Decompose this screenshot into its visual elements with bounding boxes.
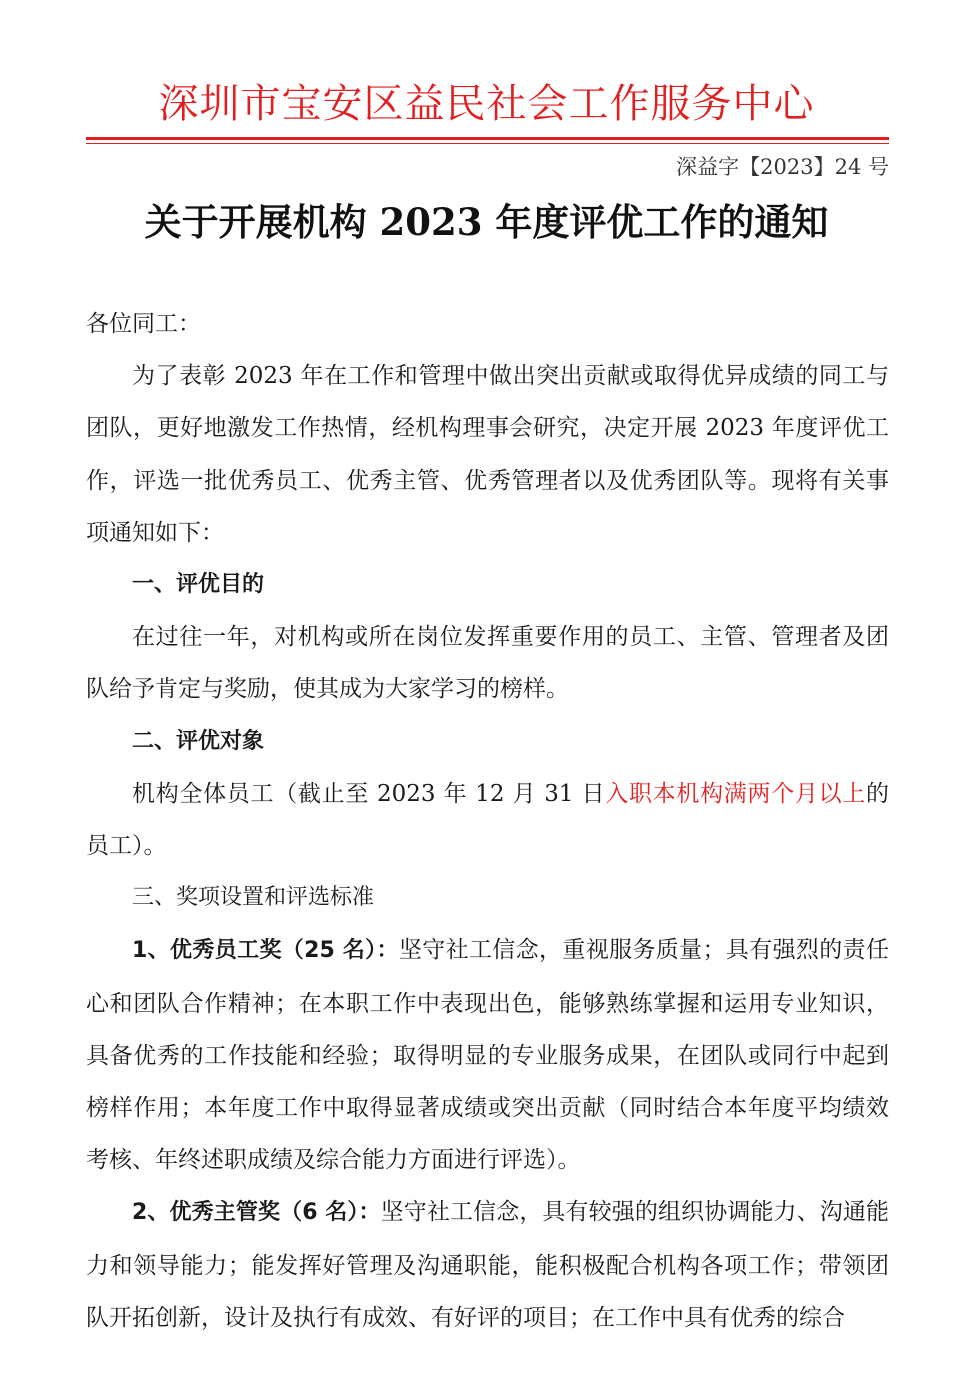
award1-lead: 1、优秀员工奖（25 名）： [132,938,399,964]
document-number: 深益字【2023】24 号 [676,155,889,179]
award1-paragraph [86,924,889,1186]
organization-name: 深圳市宝安区益民社会工作服务中心 [158,81,815,127]
section2-paragraph [86,768,889,872]
section1-paragraph: 在过往一年，对机构或所在岗位发挥重要作用的员工、主管、管理者及团队给予肯定与奖励，使其成为大家学习的榜样。 [86,624,889,703]
section2-highlight: 入职本机构满两个月以上 [605,780,867,807]
section1-heading: 一、评优目的 [132,572,265,598]
section2-heading: 二、评优对象 [132,728,265,754]
award2-lead: 2、优秀主管奖（6 名）： [132,1200,381,1226]
notice-title: 关于开展机构 2023 年度评优工作的通知 [144,200,829,244]
section2-text-after: 的员工）。 [86,780,890,860]
header-rule-thick [86,137,889,140]
award2-paragraph [86,1186,889,1344]
salutation: 各位同工： [86,311,201,337]
notice-body [86,298,889,1344]
award2-text: 坚守社工信念，具有较强的组织协调能力、沟通能力和领导能力；能发挥好管理及沟通职能，能积极配合机构各项工作；带领团队开拓创新，设计及执行有成效、有好评的项目；在工作中具有优秀的综合 [86,1199,890,1331]
header-rule-thin [86,143,889,144]
intro-paragraph: 为了表彰 2023 年在工作和管理中做出突出贡献或取得优异成绩的同工与团队，更好地激发工作热情，经机构理事会研究，决定开展 2023 年度评优工作，评选一批优秀员工、优秀主管、优秀管理者以及优秀团队等。现将有关事项通知如下： [86,363,889,546]
section2-text-before: 机构全体员工（截止至 2023 年 12 月 31 日 [132,780,606,807]
section3-heading: 三、奖项设置和评选标准 [132,885,375,911]
award1-text: 坚守社工信念，重视服务质量；具有强烈的责任心和团队合作精神；在本职工作中表现出色，能够熟练掌握和运用专业知识，具备优秀的工作技能和经验；取得明显的专业服务成果，在团队或同行中起到榜样作用；本年度工作中取得显著成绩或突出贡献（同时结合本年度平均绩效考核、年终述职成绩及综合能力方面进行评选）。 [86,937,890,1174]
